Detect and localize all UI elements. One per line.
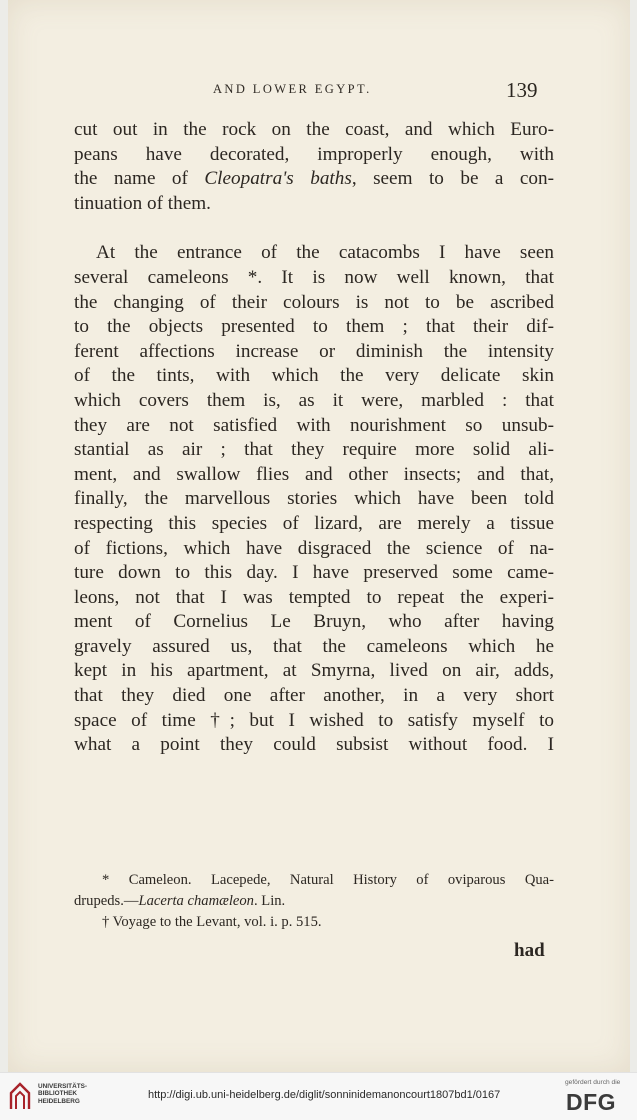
footnote-line: * Cameleon. Lacepede, Natural History of oviparous Qua-	[102, 872, 554, 888]
running-head	[8, 78, 630, 102]
text-line: ferent affections increase or diminish the intensity	[74, 340, 554, 362]
body-text	[74, 118, 554, 758]
text-line: At the entrance of the catacombs I have seen	[96, 242, 554, 264]
permalink-url[interactable]: http://digi.ub.uni-heidelberg.de/diglit/sonninidemanoncourt1807bd1/0167	[148, 1089, 501, 1101]
page-number: 139	[506, 78, 538, 102]
text-line: finally, the marvellous stories which have been told	[74, 488, 554, 510]
book-page	[8, 0, 630, 1072]
text-line: several cameleons *. It is now well known, that	[74, 266, 554, 288]
text-line: gravely assured us, that the cameleons which he	[74, 635, 554, 657]
text-line: ture down to this day. I have preserved some came-	[74, 562, 554, 584]
text-line: to the objects presented to them ; that their dif-	[74, 316, 554, 338]
library-name: UNIVERSITÄTS- BIBLIOTHEK HEIDELBERG	[38, 1083, 87, 1105]
text-line: tinuation of them.	[74, 192, 211, 214]
text-line: the changing of their colours is not to be ascribed	[74, 291, 554, 313]
text-line: what a point they could subsist without food. I	[74, 734, 554, 756]
text-line: leons, not that I was tempted to repeat the experi-	[74, 586, 554, 608]
text-line: that they died one after another, in a very short	[74, 685, 554, 707]
text-line: which covers them is, as it were, marbled : that	[74, 389, 554, 411]
text-line: ment, and swallow flies and other insects; and that,	[74, 463, 554, 485]
footnote-line: drupeds.—Lacerta chamæleon. Lin.	[74, 893, 286, 909]
text-line: they are not satisfied with nourishment so unsub-	[74, 414, 554, 436]
text-line: the name of Cleopatra's baths, seem to be a con-	[74, 168, 554, 190]
running-head-title: AND LOWER EGYPT.	[213, 82, 372, 96]
text-line: space of time †; but I wished to satisfy myself to	[74, 709, 554, 731]
footnote-line: † Voyage to the Levant, vol. i. p. 515.	[102, 914, 322, 930]
text-line: kept in his apartment, at Smyrna, lived on air, adds,	[74, 660, 554, 682]
text-line: of the tints, with which the very delicate skin	[74, 365, 554, 387]
footnotes	[74, 870, 554, 933]
dfg-logo: DFG	[566, 1089, 617, 1115]
funded-by-label: gefördert durch die	[565, 1079, 621, 1086]
catchword: had	[514, 940, 545, 961]
text-line: of fictions, which have disgraced the science of na-	[74, 537, 554, 559]
viewer-footer	[0, 1072, 637, 1120]
text-line: ment of Cornelius Le Bruyn, who after having	[74, 611, 554, 633]
university-library-emblem-icon	[8, 1081, 32, 1111]
text-line: respecting this species of lizard, are merely a tissue	[74, 512, 554, 534]
text-line: stantial as air ; that they require more solid ali-	[74, 439, 554, 461]
text-line: peans have decorated, improperly enough, with	[74, 143, 554, 165]
text-line: cut out in the rock on the coast, and which Euro-	[74, 119, 554, 140]
